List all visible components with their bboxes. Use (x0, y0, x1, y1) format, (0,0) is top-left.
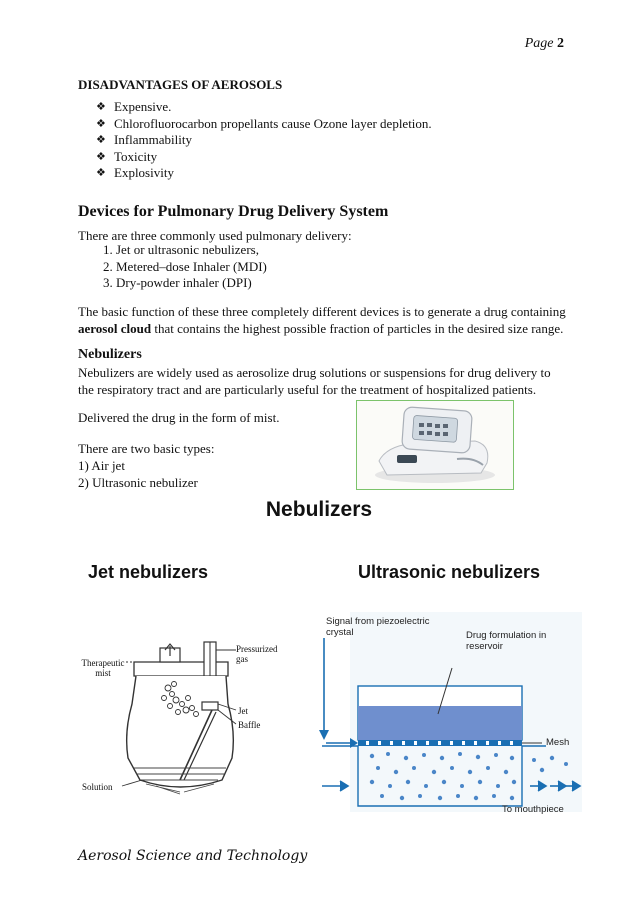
list-item: ❖ Chlorofluorocarbon propellants cause Ozone layer depletion. (96, 115, 432, 131)
figure-title: Nebulizers (265, 498, 373, 521)
list-item: ❖ Toxicity (96, 148, 158, 164)
nebulizers-description: Nebulizers are widely used as aerosolize drug solutions or suspensions for drug delivery to the respiratory tract and are particularly useful for the treatment of hospitalized patients. (78, 365, 551, 397)
diamond-bullet-icon: ❖ (96, 134, 106, 146)
footer-title: Aerosol Science and Technology (78, 848, 308, 864)
label-baffle: Baffle (238, 720, 261, 730)
page-number: Page 2 (524, 36, 564, 51)
nebulizer-device-photo (356, 400, 514, 490)
ultrasonic-nebulizer-diagram (316, 606, 586, 820)
jet-nebulizer-diagram (76, 620, 306, 810)
list-item: ❖ Inflammability (96, 132, 192, 147)
diamond-bullet-icon: ❖ (96, 150, 106, 163)
nebulizers-heading: Nebulizers (78, 347, 142, 362)
disadvantages-list (96, 99, 432, 182)
label-jet: Jet (238, 706, 248, 716)
devices-list (78, 242, 267, 292)
nebulizers-mist-text: Delivered the drug in the form of mist. (78, 410, 280, 425)
list-item: ❖ Expensive. (96, 99, 172, 114)
label-solution: Solution (82, 782, 113, 792)
devices-function-paragraph: The basic function of these three completely different devices is to generate a drug containing aerosol cloud that contains the highest possible fraction of particles in the desired size range. (78, 304, 566, 336)
diamond-bullet-icon: ❖ (96, 117, 106, 130)
diamond-bullet-icon: ❖ (96, 167, 106, 179)
list-item: 2. Metered–dose Inhaler (MDI) (116, 259, 267, 276)
label-therapeutic-mist: Therapeutic mist (81, 658, 125, 678)
label-to-mouthpiece: To mouthpiece (502, 804, 564, 815)
label-drug-formulation: Drug formulation in reservoir (466, 630, 547, 652)
list-item: ❖ Explosivity (96, 165, 174, 180)
list-item: 1. Jet or ultrasonic nebulizers, (116, 242, 267, 259)
nebulizer-types: There are two basic types: 1) Air jet 2) Ultrasonic nebulizer (78, 441, 215, 490)
devices-intro: There are three commonly used pulmonary delivery: (78, 228, 352, 243)
label-mesh: Mesh (546, 737, 570, 748)
label-pressurized-gas: Pressurized gas (236, 644, 278, 664)
ultrasonic-nebulizer-title: Ultrasonic nebulizers (358, 562, 541, 582)
jet-nebulizer-title: Jet nebulizers (88, 562, 209, 582)
diamond-bullet-icon: ❖ (96, 101, 106, 113)
devices-heading: Devices for Pulmonary Drug Delivery System (78, 203, 389, 220)
list-item: 3. Dry-powder inhaler (DPI) (116, 275, 267, 292)
disadvantages-heading: DISADVANTAGES OF AEROSOLS (78, 77, 283, 92)
label-signal-piezoelectric: Signal from piezoelectric crystal (326, 616, 430, 638)
